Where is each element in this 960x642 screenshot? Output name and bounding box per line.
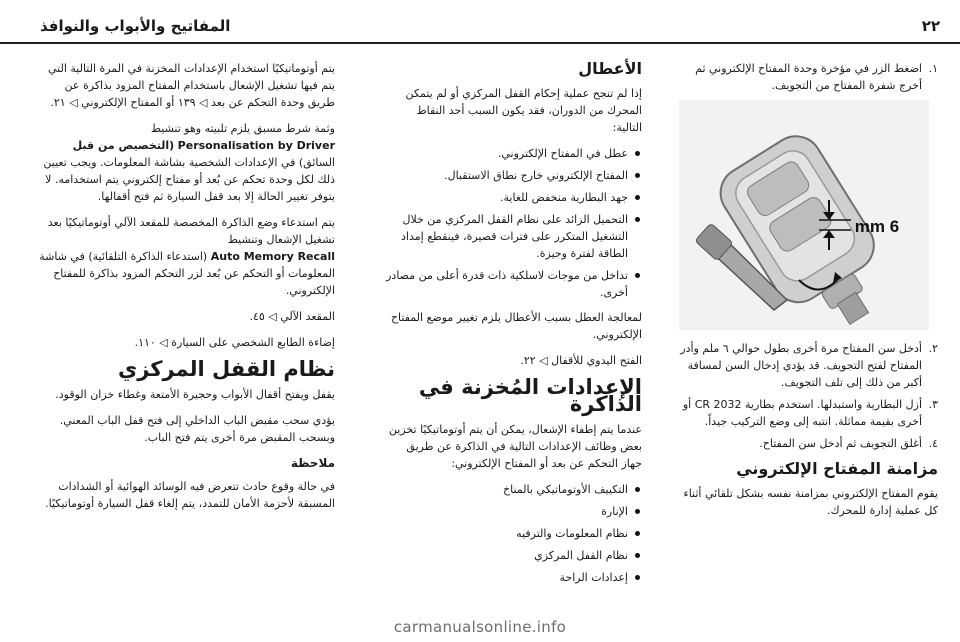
page-number: ٢٢: [921, 17, 940, 35]
chapter-title: المفاتيح والأبواب والنوافذ: [40, 17, 231, 35]
measurement-label: 6 mm: [854, 217, 900, 236]
column-right: [670, 60, 938, 528]
power-seat-ref: المقعد الآلي ◁ ٤٥.: [249, 310, 335, 323]
header-rule: [0, 42, 960, 44]
list-item: عطل في المفتاح الإلكتروني.: [386, 145, 642, 162]
settings-list: [386, 481, 642, 586]
column-middle: [386, 60, 642, 594]
central-locking-text-2: يؤدي سحب مقبض الباب الداخلي إلى فتح قفل الباب المعني. وبسحب المقبض مرة أخرى يتم فتح الباب.: [59, 414, 335, 444]
key-battery-figure: [679, 100, 929, 330]
memory-paragraph-3: Personalisation by Driver (التخصيص من قبل السائق) في الإعدادات الشخصية بشاشة المعلومات. ويجب تعيين ذلك لكل وحدة تحكم عن بُعد أو مفتاح إلكتروني يتم استخدامه. لا يتوفر تغيير الحالة إلا بعد قفل السيارة ثم فتح أقفالها.: [43, 139, 335, 203]
settings-heading: الإعدادات المُخزنة في الذاكرة: [418, 375, 642, 416]
list-item: إعدادات الراحة: [386, 569, 642, 586]
page-header: [0, 12, 960, 40]
note-text: في حالة وقوع حادث تتعرض فيه الوسائد الهوائية أو الشدادات المسبقة لأحزمة الأمان للتمدد، يتم إلغاء قفل السيارة أوتوماتيكيًا.: [45, 480, 335, 510]
faults-list: [386, 145, 642, 301]
settings-intro: عندما يتم إطفاء الإشعال، يمكن أن يتم أوتوماتيكيًا تخزين بعض وظائف الإعدادات التالية في الذاكرة عن طريق جهاز التحكم عن بعد أو المفتاح الإلكتروني:: [388, 423, 642, 470]
column-left: [37, 60, 335, 521]
memory-paragraph-5: Auto Memory Recall (استدعاء الذاكرة التلقائية) في شاشة المعلومات أو التحكم عن بُعد لزر التحكم المزود بذاكرة للمفتاح الإلكتروني.: [39, 250, 335, 297]
list-item: التكييف الأوتوماتيكي بالمناخ: [386, 481, 642, 498]
electronic-key-illustration: [679, 100, 929, 330]
watermark: carmanualsonline.info: [393, 618, 567, 636]
memory-paragraph-1: يتم أوتوماتيكيًا استخدام الإعدادات المخزنة في المرة التالية التي يتم فيها تشغيل الإشعال باستخدام المفتاح المزود بذاكرة عن طريق وحدة التحكم عن بعد ◁ ١٣٩ أو المفتاح الإلكتروني ◁ ٢١.: [48, 62, 335, 109]
central-locking-text-1: يقفل ويفتح أقفال الأبواب وحجيرة الأمتعة وغطاء خزان الوقود.: [55, 388, 335, 401]
step-1: ١. اضغط الزر في مؤخرة وحدة المفتاح الإلكتروني ثم أخرج شفرة المفتاح من التجويف.: [695, 62, 938, 92]
step-2: ٢. أدخل سن المفتاح مرة أخرى بطول حوالي ٦ ملم وأدر المفتاح لفتح التجويف. قد يؤدي إدخال السن لمسافة أكبر من ذلك إلى تلف التجويف.: [680, 342, 938, 389]
list-item: الإنارة: [386, 503, 642, 520]
step-3: ٣. أزل البطارية واستبدلها. استخدم بطارية CR 2032 أو أخرى بقيمة مماثلة. انتبه إلى وضع التركيب جيداً.: [682, 398, 938, 428]
memory-paragraph-2: وثمة شرط مسبق يلزم تلبيته وهو تنشيط: [150, 122, 335, 135]
lighting-ref: إضاءة الطابع الشخصي على السيارة ◁ ١١٠.: [134, 336, 335, 349]
auto-memory-recall-term: Auto Memory Recall: [210, 250, 335, 263]
list-item: التحميل الزائد على نظام القفل المركزي من خلال التشغيل المتكرر على فترات قصيرة، فينقطع إمداد الطاقة لفترة وجيزة.: [386, 211, 642, 262]
list-item: المفتاح الإلكتروني خارج نطاق الاستقبال.: [386, 167, 642, 184]
list-item: جهد البطارية منخفض للغاية.: [386, 189, 642, 206]
fault-fix: لمعالجة العطل بسبب الأعطال يلزم تغيير موضع المفتاح الإلكتروني.: [390, 311, 642, 341]
list-item: نظام المعلومات والترفيه: [386, 525, 642, 542]
note-heading: ملاحظة: [290, 456, 335, 470]
central-locking-heading: نظام القفل المركزي: [117, 357, 335, 381]
sync-text: يقوم المفتاح الإلكتروني بمزامنة نفسه بشكل تلقائي أثناء كل عملية إدارة للمحرك.: [683, 487, 938, 517]
faults-intro: إذا لم تنجح عملية إحكام القفل المركزي أو لم يتمكن المحرك من الدوران، فقد يكون السبب أحد النقاط التالية:: [405, 87, 642, 134]
list-item: تداخل من موجات لاسلكية ذات قدرة أعلى من مصادر أخرى.: [386, 267, 642, 301]
step-4: ٤. أغلق التجويف ثم أدخل سن المفتاح.: [759, 437, 938, 450]
list-item: نظام القفل المركزي: [386, 547, 642, 564]
sync-heading: مزامنة المفتاح الإلكتروني: [736, 459, 938, 478]
memory-paragraph-4: يتم استدعاء وضع الذاكرة المخصصة للمقعد الآلي أوتوماتيكيًا بعد تشغيل الإشعال وتنشيط: [47, 216, 335, 246]
manual-open-ref: الفتح اليدوي للأقفال ◁ ٢٢.: [520, 354, 642, 367]
personalisation-term: Personalisation by Driver: [177, 139, 335, 152]
faults-heading: الأعطال: [578, 59, 642, 78]
